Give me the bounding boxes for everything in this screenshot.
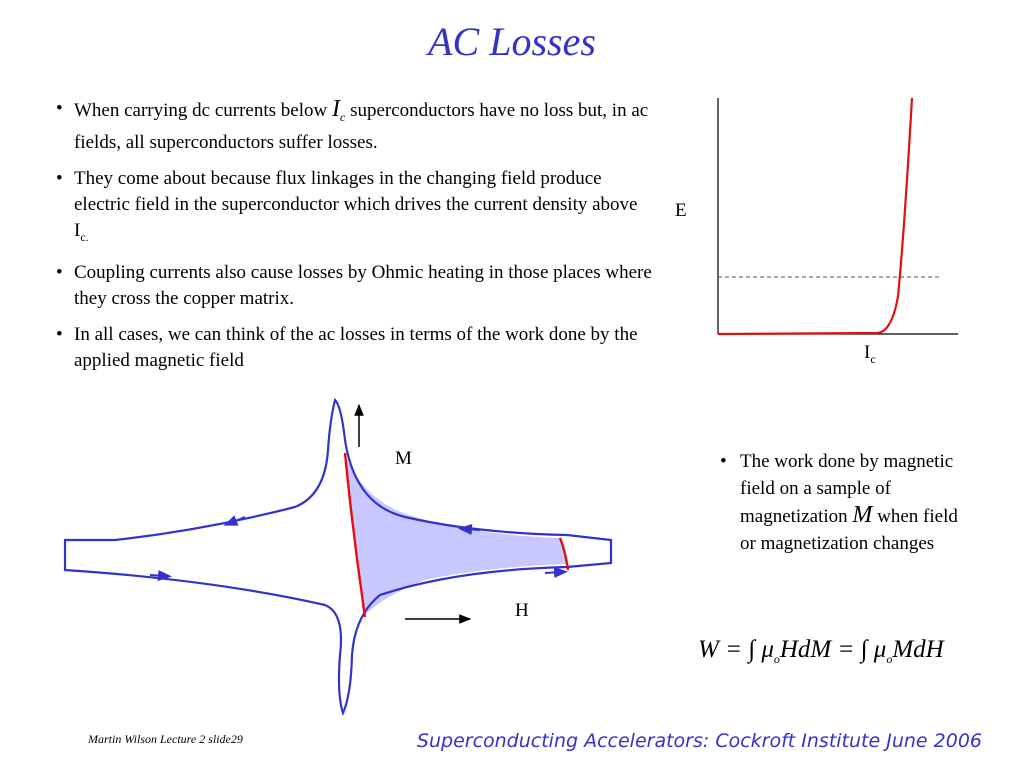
h-label: H <box>515 600 529 621</box>
footer-course: Superconducting Accelerators: Cockroft Institute June 2006 <box>416 730 982 752</box>
side-note-list <box>718 448 978 557</box>
formula-term-mdh: MdH <box>892 636 944 663</box>
bullet-item <box>52 260 652 312</box>
bullet-item <box>52 166 652 250</box>
ic-subscript: c. <box>80 229 89 244</box>
loop-arrow-upper-right <box>465 529 480 530</box>
loop-arrow-lower-left <box>150 575 165 576</box>
work-formula <box>698 636 944 667</box>
e-vs-i-plot <box>712 96 972 376</box>
side-note-text: The work done by magnetic field on a sample of magnetization <box>740 451 954 527</box>
ic-subscript: c <box>339 109 346 124</box>
formula-equals: = <box>718 636 749 663</box>
m-label: M <box>395 448 412 469</box>
mu-symbol: μ <box>761 636 774 663</box>
m-symbol: M <box>852 502 873 528</box>
bullet-text-cont: superconductors have no loss but, in ac fields, all superconductors suffer losses. <box>74 100 649 153</box>
work-area-fill <box>345 455 567 617</box>
bullet-item <box>52 322 652 374</box>
formula-term-hdm: HdM <box>779 636 832 663</box>
formula-equals: = <box>831 636 861 663</box>
loop-arrow-lower-right <box>545 572 561 573</box>
bullet-list <box>52 96 652 384</box>
bullet-text: They come about because flux linkages in the changing field produce electric field in the superconductor which drives the current density above I <box>74 167 638 241</box>
bullet-item <box>52 96 652 156</box>
mu-subscript: o <box>773 652 780 666</box>
e-axis-label: E <box>675 200 687 221</box>
e-curve <box>718 98 912 334</box>
ic-axis-label <box>864 342 876 367</box>
magnetization-loop <box>55 395 625 720</box>
ic-axis-main: I <box>864 342 871 363</box>
integral-sign: ∫ <box>860 636 868 663</box>
mu-subscript: o <box>886 652 893 666</box>
mu-symbol: μ <box>873 636 887 663</box>
side-note-text-cont: when field or magnetization changes <box>740 506 958 554</box>
side-note <box>718 448 978 557</box>
ic-axis-sub: c <box>870 351 876 366</box>
integral-sign: ∫ <box>748 636 756 663</box>
bullet-text: When carrying dc currents below <box>74 100 332 121</box>
formula-w: W <box>698 636 719 663</box>
bullet-text: Coupling currents also cause losses by Ohmic heating in those places where they cross the copper matrix. <box>74 261 652 309</box>
slide-title: AC Losses <box>428 19 596 64</box>
ic-symbol: I <box>331 96 340 122</box>
bullet-text: In all cases, we can think of the ac losses in terms of the work done by the applied magnetic field <box>74 323 638 371</box>
footer-author: Martin Wilson Lecture 2 slide29 <box>88 732 243 746</box>
